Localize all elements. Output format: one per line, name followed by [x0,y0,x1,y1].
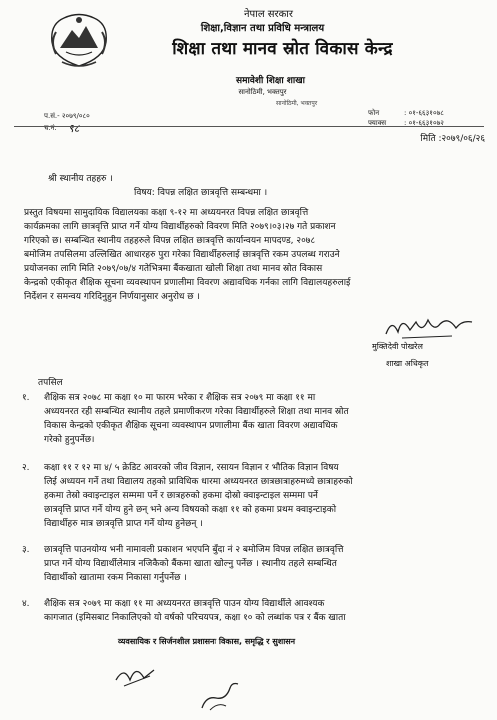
body-line: प्रस्तुत विषयमा सामुदायिक विद्यालयका कक्षा ९-१२ मा अध्ययनरत विपन्न लक्षित छात्रवृत्ति [24,208,309,218]
dispatch-number: ९८ [68,122,80,135]
dispatch-label: च.नं. [44,124,57,132]
government-name: नेपाल सरकार [244,9,293,20]
body-line: बमोजिम तपसिलमा उल्लिखित आधारहरु पुरा गरेका विद्यार्थीहरुलाई छात्रवृत्ति रकम उपलब्ध गराउने [24,250,340,260]
footer-motto: व्यवसायिक र सिर्जनशील प्रशासनः विकास, समृद्धि र सुशासन [118,637,296,646]
item-line: छात्रवृत्ति प्राप्त गर्ने योग्य हुने छन् भने अन्य विषयको कक्षा ११ को हकमा प्रथम क्वाइन्टाइको [44,505,337,515]
phone-label: फोन [368,109,380,117]
item-line: लिई अध्ययन गर्ने तथा विद्यालय तहको प्राविधिक धारमा अध्ययनरत छात्रछात्राहरुमध्ये छात्राहरुको [44,477,353,487]
signatory-name: मुक्तिदेवी पोखरेल [372,342,423,351]
item-line: प्राप्त गर्ने योग्य विद्यार्थीलेमात्र नजिकैको बैंकमा खाता खोल्नु पर्नेछ । स्थानीय तहले सम्बन्धित [44,559,337,569]
letter-date: मिति :२०७९/०६/२६ [420,134,485,144]
annex-title: तपसिल [38,378,63,388]
branch-name: समावेशी शिक्षा शाखा [236,76,305,86]
item-line: शैक्षिक सत्र २०७८ मा कक्षा १० मा फारम भरेका र शैक्षिक सत्र २०७९ मा कक्षा ११ मा [44,393,316,403]
initials-mark [110,656,166,696]
fax-label: फ्याक्स [368,119,387,127]
office-address: सानोठिमी, भक्तपुर [238,88,287,96]
addressee: श्री स्थानीय तहहरु । [48,174,113,184]
body-line: प्रयोजनका लागि मिति २०७९/०७/४ गतेभित्रमा बैंकखाता खोली शिक्षा तथा मानव स्रोत विकास [24,264,323,274]
item-number: ३. [22,545,30,555]
letter-body [24,206,478,304]
item-line: विद्यार्थीहरु मात्र छात्रवृत्ति प्राप्त गर्ने योग्य हुनेछन् । [44,519,203,529]
phone-number: : ०१-६६३१०७८ [404,109,444,117]
fax-number: : ०१-६६३१०७२ [404,119,444,127]
item-number: २. [22,463,30,473]
signatory-title: शाखा अधिकृत [386,359,429,368]
office-address-small: सानोठिमी, भक्तपुर [276,100,318,107]
item-line: छात्रवृत्ति पाउनयोग्य भनी नामावली प्रकाशन भएपनि बुँदा नं २ बमोजिम विपन्न लक्षित छात्रवृत्ति [44,545,344,555]
office-name: शिक्षा तथा मानव स्रोत विकास केन्द्र [172,39,393,59]
signature-mark [382,312,478,342]
item-line: अध्ययनरत रही सम्बन्धित स्थानीय तहले प्रमाणीकरण गरेका विद्यार्थीहरुले शिक्षा तथा मानव स्रोत [44,407,349,417]
ministry-name: शिक्षा,विज्ञान तथा प्रविधि मन्त्रालय [200,23,325,34]
item-line: हकमा तेस्रो क्वाइन्टाइल सम्ममा पर्ने र छात्रहरुको हकमा दोस्रो क्वाइन्टाइल सम्ममा पर्ने [44,491,318,501]
item-line: कक्षा ११ र १२ मा ४/ ५ क्रेडिट आवरको जीव विज्ञान, रसायन विज्ञान र भौतिक विज्ञान विषय [44,463,339,473]
header-divider [14,126,484,127]
item-number: १. [22,393,30,403]
item-line: गरेको हुनुपर्नेछ। [44,435,95,445]
item-line: शैक्षिक सत्र २०७९ मा कक्षा ११ मा अध्ययनरत छात्रवृत्ति पाउन योग्य विद्यार्थीले आवश्यक [44,599,325,609]
body-line: गरिएको छ। सम्बन्धित स्थानीय तहहरुले विपन्न लक्षित छात्रवृत्ति कार्यान्वयन मापदण्ड, २०७८ [24,236,316,246]
item-line: विद्यार्थीको खातामा रकम निकासा गर्नुपर्नेछ । [44,573,187,583]
letter-number: प.सं.- २०७९/०८० [44,112,90,120]
subject-line: विषय: विपन्न लक्षित छात्रवृत्ति सम्बन्धमा । [134,188,268,198]
item-line: विकास केन्द्रको एकीकृत शैक्षिक सूचना व्यवस्थापन प्रणालीमा बैंक खाता विवरण अद्यावधिक [44,421,338,431]
item-number: ४. [22,599,30,609]
body-line: केन्द्रको एकीकृत शैक्षिक सूचना व्यवस्थापन प्रणालीमा विवरण अद्यावधिक गर्नका लागि विद्यालयहरुलाई [24,278,351,288]
body-line: कार्यक्रमका लागि छात्रवृत्ति प्राप्त गर्ने योग्य विद्यार्थीहरुको विवरण मिति २०७९।०३।२७ गते प्रकाशन [24,222,336,232]
body-line: निर्देशन र समन्वय गरिदिनुहुन निर्णयानुसार अनुरोध छ । [24,292,200,302]
item-line: कागजात (इमिसबाट निकालिएको यो वर्षको परिचयपत्र, कक्षा १० को लब्धांक पत्र र बैंक खाता [44,613,346,623]
initials-mark [196,676,244,716]
